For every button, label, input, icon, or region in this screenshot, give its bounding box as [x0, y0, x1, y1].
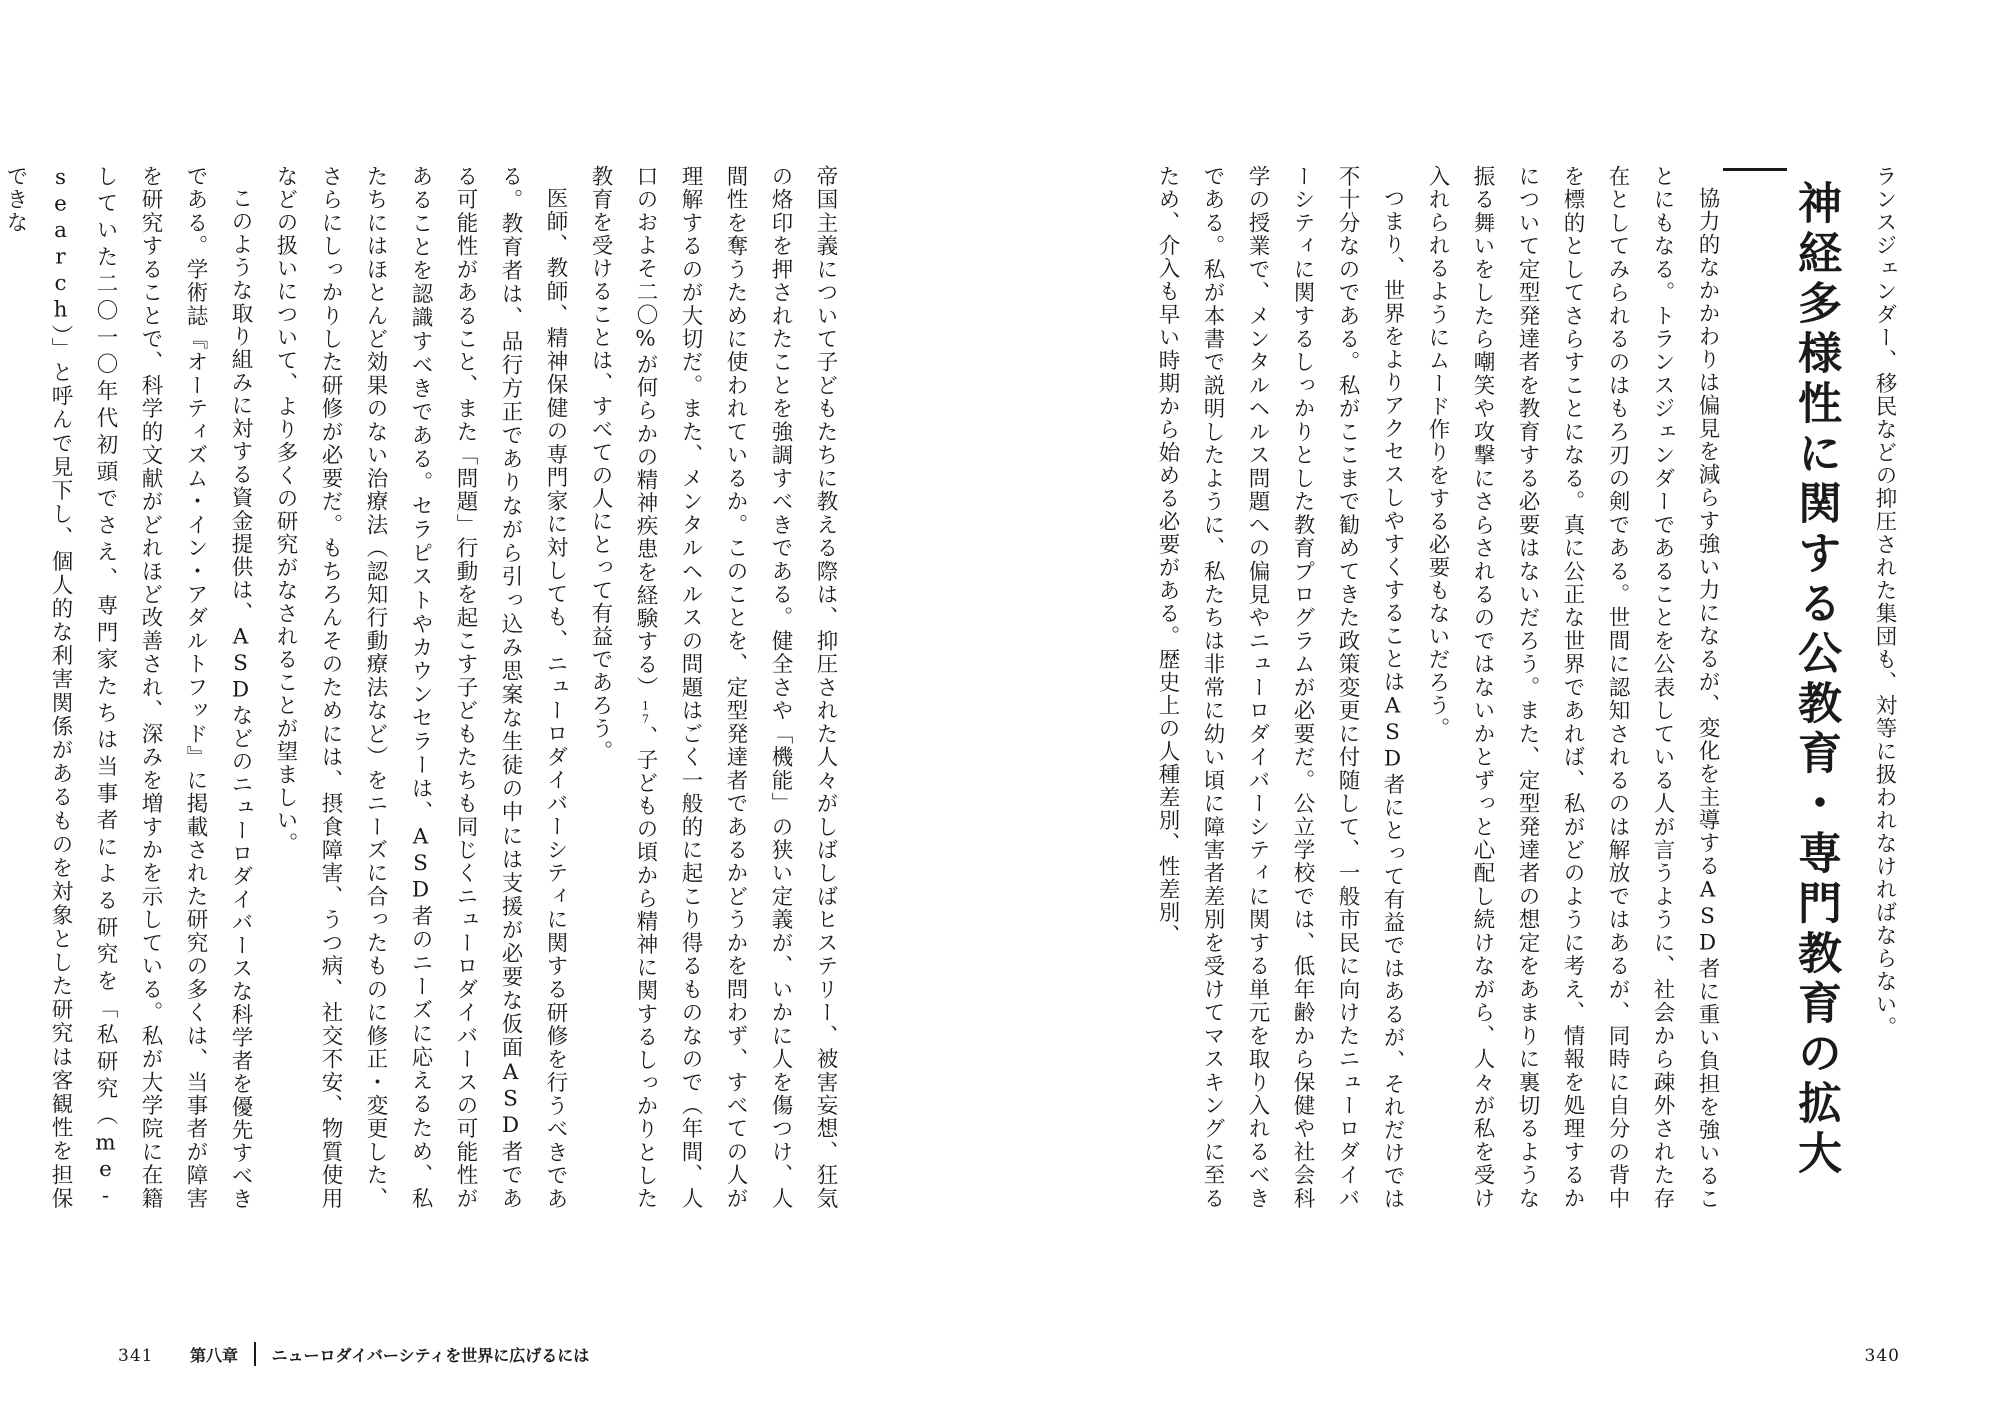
paragraph: つまり、世界をよりアクセスしやすくすることはASD者にとって有益ではあるが、それだけでは不十分なのである。私がここまで勧めてきた政策変更に付随して、一般市民に向けたニューロダイバーシティに関するしっかりとした教育プログラムが必要だ。公立学校では、低年齢から保健や社会科学の授業で、メンタルヘルス問題への偏見やニューロダイバーシティに関する単元を取り入れるべきである。私が本書で説明したように、私たちは非常に幼い頃に障害者差別を受けてマスキングに至るため、介入も早い時期から始める必要がある。歴史上の人種差別、性差別、 — [1155, 165, 1405, 1211]
chapter-number: 第八章 — [190, 1345, 239, 1365]
paragraph: このような取り組みに対する資金提供は、ASDなどのニューロダイバースな科学者を優先すべきである。学術誌『オーティズム・イン・アダルトフッド』に掲載された研究の多くは、当事者が障害を研究することで、科学的文献がどれほど改善され、深みを増すかを示している。私が大学院に在籍していた二〇一〇年代初頭でさえ、専門家たちは当事者による研究を「私研究（me-search）」と呼んで見下し、個人的な利害関係があるものを対象とした研究は客観性を担保できな — [3, 165, 253, 1211]
footnote-marker: 17 — [639, 699, 652, 726]
paragraph — [578, 165, 848, 1210]
paragraph-text: 帝国主義について子どもたちに教える際は、抑圧された人々がしばしばヒステリー、被害妄想、狂気の烙印を押されたことを強調すべきである。健全さや「機能」の狭い定義が、いかに人を傷つけ、人間性を奪うために使われているか。このことを、定型発達者であるかどうかを問わず、すべての人が理解するのが大切だ。また、メンタルヘルスの問題はごく一般的に起こり得るものなので（年間、人口のおよそ二〇%が何らかの精神疾患を経験する） — [633, 165, 838, 1211]
left-page-body — [0, 165, 848, 1210]
right-page-body — [1145, 165, 1730, 1210]
paragraph-text-after: 、子どもの頃から精神に関するしっかりとした教育を受けることは、すべての人にとって有益であろう。 — [588, 165, 658, 1211]
paragraph: 協力的なかかわりは偏見を減らす強い力になるが、変化を主導するASD者に重い負担を強いることにもなる。トランスジェンダーであることを公表している人が言うように、社会から疎外された存在としてみられるのはもろ刃の剣である。世間に認知されるのは解放ではあるが、同時に自分の背中を標的としてさらすことになる。真に公正な世界であれば、私がどのように考え、情報を処理するかについて定型発達者を教育する必要はないだろう。また、定型発達者の想定をあまりに裏切るような振る舞いをしたら嘲笑や攻撃にさらされるのではないかとずっと心配し続けながら、人々が私を受け入れられるようにムード作りをする必要もないだろう。 — [1425, 165, 1720, 1211]
chapter-title: ニューロダイバーシティを世界に広げるには — [271, 1345, 590, 1365]
page-number-right: 340 — [1864, 1346, 1900, 1366]
heading-rule — [1723, 168, 1787, 171]
right-page — [1000, 0, 2000, 1421]
paragraph: 医師、教師、精神保健の専門家に対しても、ニューロダイバーシティに関する研修を行うべきである。教育者は、品行方正でありながら引っ込み思案な生徒の中には支援が必要な仮面ASD者である可能性があること、また「問題」行動を起こす子どもたちも同じくニューロダイバースの可能性があることを認識すべきである。セラピストやカウンセラーは、ASD者のニーズに応えるため、私たちにはほとんど効果のない治療法（認知行動療法など）をニーズに合ったものに修正・変更した、さらにしっかりした研修が必要だ。もちろんそのためには、摂食障害、うつ病、社交不安、物質使用などの扱いについて、より多くの研究がなされることが望ましい。 — [273, 165, 568, 1211]
right-page-continued-line — [1862, 165, 1907, 1265]
running-head-divider — [254, 1342, 256, 1366]
running-head — [190, 1342, 589, 1366]
continued-line: ランスジェンダー、移民などの抑圧された集団も、対等に扱われなければならない。 — [1872, 165, 1897, 1039]
page-number-left: 341 — [118, 1346, 154, 1366]
section-heading: 神経多様性に関する公教育・専門教育の拡大 — [1790, 180, 1841, 1180]
